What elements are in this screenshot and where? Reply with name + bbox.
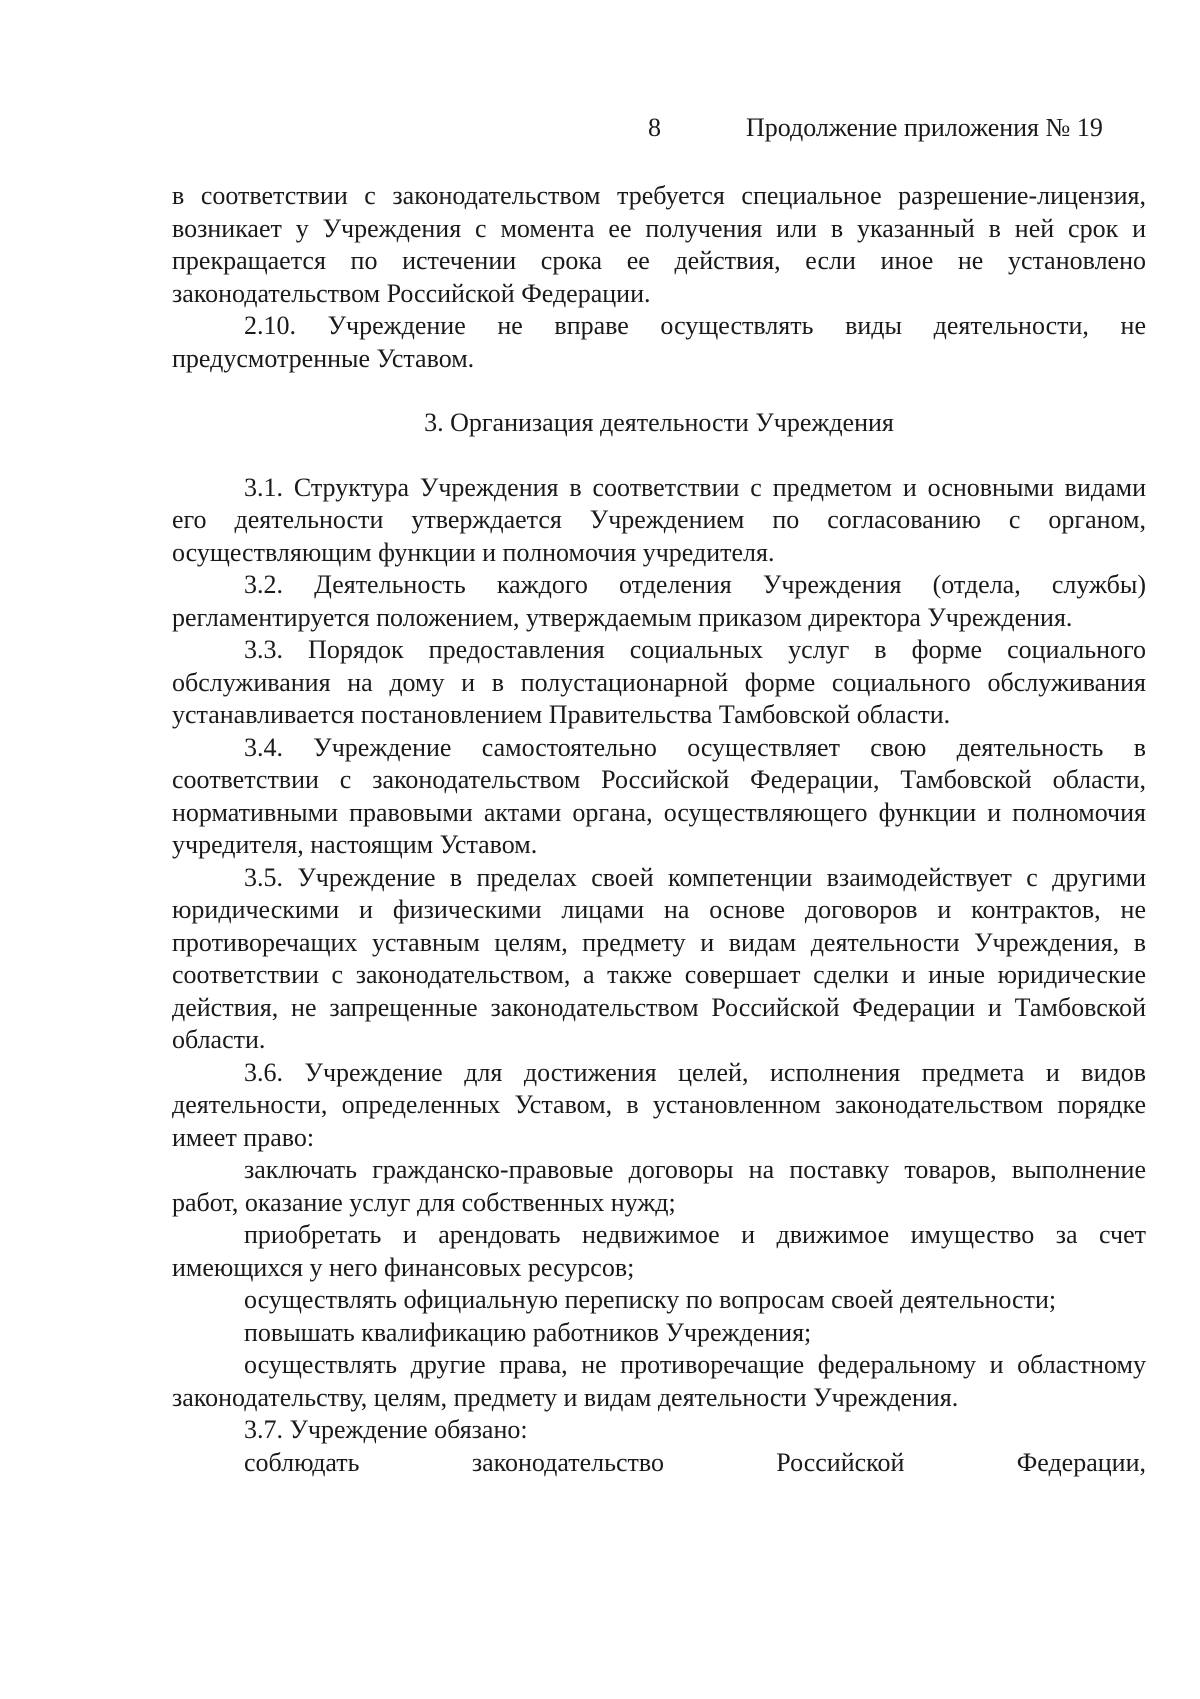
appendix-continuation-caption: Продолжение приложения № 19 bbox=[746, 113, 1103, 142]
rights-item-property: приобретать и арендовать недвижимое и движимое имущество за счет имеющихся у него финансовых ресурсов; bbox=[172, 1220, 1146, 1282]
rights-item-contracts: заключать гражданско-правовые договоры на поставку товаров, выполнение работ, оказание услуг для собственных нужд; bbox=[172, 1155, 1146, 1217]
rights-item-qualification: повышать квалификацию работников Учреждения; bbox=[244, 1317, 812, 1347]
paragraph-3-5: 3.5. Учреждение в пределах своей компетенции взаимодействует с другими юридическими и физическими лицами на основе договоров и контрактов, не противоречащих уставным целям, предмету и видам деятельности Учреждения, в соответствии с законодательством, а также совершает сделки и иные юридические действия, не запрещенные законодательством Российской Федерации и Тамбовской области. bbox=[172, 862, 1146, 1054]
paragraph-3-7: 3.7. Учреждение обязано: bbox=[244, 1415, 528, 1444]
rights-item-correspondence: осуществлять официальную переписку по вопросам своей деятельности; bbox=[244, 1285, 1057, 1314]
paragraph-3-1: 3.1. Структура Учреждения в соответствии с предметом и основными видами его деятельности утверждается Учреждением по согласованию с органом, осуществляющим функции и полномочия учредителя. bbox=[172, 472, 1146, 567]
page-number: 8 bbox=[648, 113, 661, 142]
paragraph-3-3: 3.3. Порядок предоставления социальных услуг в форме социального обслуживания на дому и в полустационарной форме социального обслуживания устанавливается постановлением Правительства Тамбовской области. bbox=[172, 635, 1146, 729]
paragraph-3-4: 3.4. Учреждение самостоятельно осуществляет свою деятельность в соответствии с законодательством Российской Федерации, Тамбовской области, нормативными правовыми актами органа, осуществляющего функции и полномочия учредителя, настоящим Уставом. bbox=[172, 732, 1146, 859]
rights-item-other: осуществлять другие права, не противоречащие федеральному и областному законодательству, целям, предмету и видам деятельности Учреждения. bbox=[172, 1350, 1146, 1412]
page-header bbox=[0, 112, 1200, 148]
paragraph-3-2: 3.2. Деятельность каждого отделения Учреждения (отдела, службы) регламентируется положением, утверждаемым приказом директора Учреждения. bbox=[172, 570, 1146, 632]
paragraph-license-continuation: в соответствии с законодательством требуется специальное разрешение-лицензия, возникает у Учреждения с момента ее получения или в указанный в ней срок и прекращается по истечении срока ее действия, если иное не установлено законодательством Российской Федерации. bbox=[172, 181, 1146, 308]
section-heading-3: 3. Организация деятельности Учреждения bbox=[424, 408, 894, 437]
document-body bbox=[172, 180, 1146, 1479]
obligation-item-legislation: соблюдать законодательство Российской Федерации, bbox=[244, 1447, 1146, 1477]
paragraph-3-6: 3.6. Учреждение для достижения целей, исполнения предмета и видов деятельности, определенных Уставом, в установленном законодательством порядке имеет право: bbox=[172, 1057, 1146, 1152]
paragraph-2-10: 2.10. Учреждение не вправе осуществлять виды деятельности, не предусмотренные Уставом. bbox=[172, 311, 1146, 373]
